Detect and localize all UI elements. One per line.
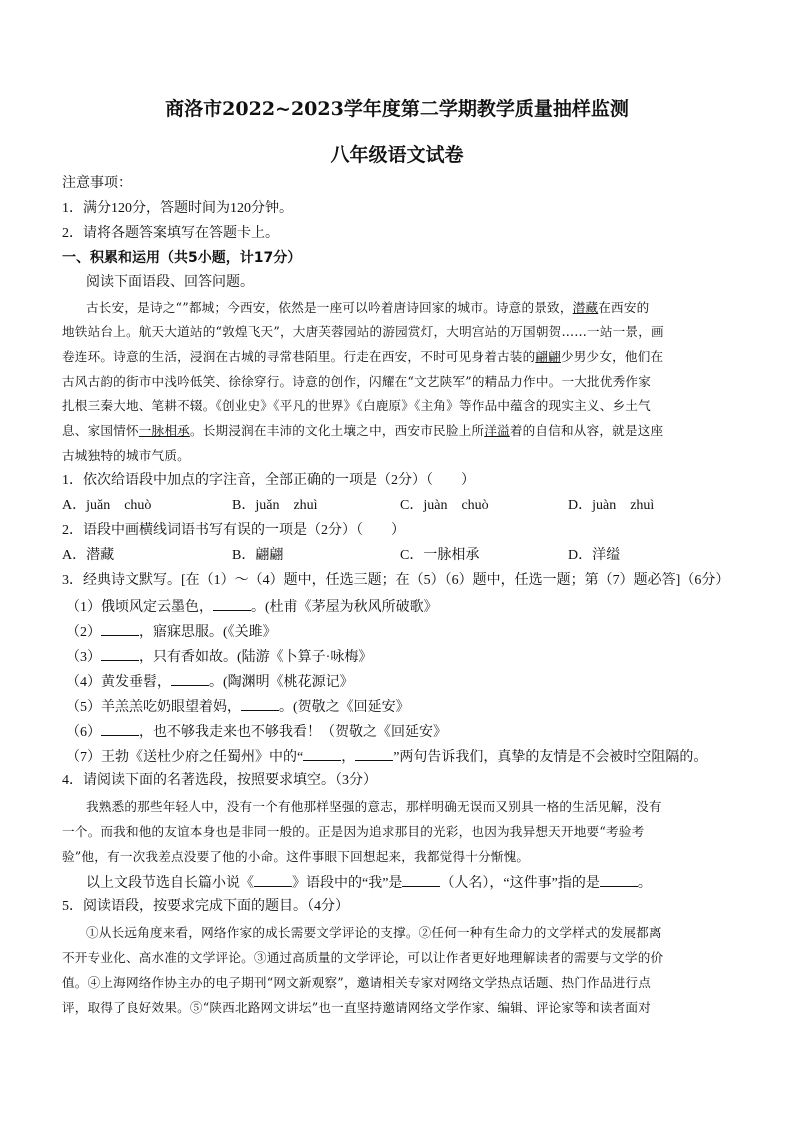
q4-passage-line-1: 我熟悉的那些年轻人中，没有一个有他那样坚强的意志，那样明确无误而又别具一格的生活见解，没有 [86,799,662,814]
q3-item-7: （7）王勃《送杜少府之任蜀州》中的“ ， ”两句告诉我们，真挚的友情是不会被时空阻隔的。 [66,746,742,768]
answer-blank[interactable] [171,671,209,686]
underlined-word-3: 一脉相承 [138,423,190,438]
q3-item-6: （6） ，也不够我走来也不够我看！（贺敬之《回延安》 [66,721,746,743]
q4-passage-line-2: 一个。而我和他的友谊本身也是非同一般的。正是因为追求那目的光彩，也因为我异想天开地要“考验考 [62,824,645,839]
answer-blank[interactable] [101,721,139,736]
section-instruction: 阅读下面语段、回答问题。 [86,275,254,290]
q5-passage-line-2: 不开专业化、高水准的文学评论。③通过高质量的文学评论，可以让作者更好地理解读者的需要与文学的价 [62,950,664,965]
underlined-word-4: 洋溢 [484,423,510,438]
answer-blank[interactable] [241,696,279,711]
q2-option-a: A．潜藏 [62,548,115,563]
answer-blank[interactable] [213,596,251,611]
answer-blank[interactable] [303,746,341,761]
answer-blank[interactable] [600,872,638,887]
q1-option-c: C．juàn chuò [400,498,489,513]
q1-stem: 1．依次给语段中加点的字注音，全部正确的一项是（2分）（ ） [62,473,475,488]
underlined-word-2: 翩翩 [535,349,561,364]
answer-blank[interactable] [355,746,393,761]
passage-line-7: 古城独特的城市气质。 [62,448,190,463]
answer-blank[interactable] [402,872,440,887]
passage-line-3: 卷连环。诗意的生活，浸润在古城的寻常巷陌里。行走在西安，不时可见身着古装的翩翩少男少女，他们在 [62,349,664,364]
section-heading: 一、积累和运用（共5小题，计17分） [62,250,302,266]
q3-item-3: （3） ，只有香如故。(陆游《卜算子·咏梅》 [66,646,746,668]
q1-option-d: D．juàn zhuì [568,498,655,513]
q4-passage-line-3: 验”他，有一次我差点没要了他的小命。这件事眼下回想起来，我都觉得十分惭愧。 [62,849,530,864]
passage-line-6: 息、家国情怀一脉相承。长期浸润在丰沛的文化土壤之中，西安市民脸上所洋溢着的自信和从容，就是这座 [62,423,664,438]
q3-item-4: （4）黄发垂髫， 。(陶渊明《桃花源记》 [66,671,746,693]
q5-passage-line-4: 评，取得了良好效果。⑤“陕西北路网文讲坛”也一直坚持邀请网络文学作家、编辑、评论家等和读者面对 [62,1000,651,1015]
q3-stem: 3．经典诗文默写。[在（1）～（4）题中，任选三题；在（5）（6）题中，任选一题；第（7）题必答]（6分） [62,573,730,588]
answer-blank[interactable] [101,621,139,636]
notice-heading: 注意事项： [62,176,132,191]
q3-item-1: （1）俄顷风定云墨色， 。(杜甫《茅屋为秋风所破歌》 [66,596,746,618]
q2-option-c: C．一脉相承 [400,548,480,563]
exam-title: 商洛市2022~2023学年度第二学期教学质量抽样监测 [165,98,629,120]
answer-blank[interactable] [254,872,292,887]
q4-stem: 4．请阅读下面的名著选段，按照要求填空。（3分） [62,773,377,788]
q2-stem: 2．语段中画横线词语书写有误的一项是（2分）（ ） [62,523,405,538]
q3-item-2: （2） ，寤寐思服。(《关雎》 [66,621,746,643]
q4-fill-line: 以上文段节选自长篇小说《 》语段中的“我”是 （人名），“这件事”指的是 。 [86,872,766,894]
exam-subtitle: 八年级语文试卷 [330,144,464,166]
underlined-word-1: 潜藏 [572,300,599,315]
q5-stem: 5．阅读语段，按要求完成下面的题目。（4分） [62,899,349,914]
passage-line-2: 地铁站台上。航天大道站的“敦煌飞天”，大唐芙蓉园站的游园赏灯，大明宫站的万国朝贺……一站一景，画 [62,324,664,339]
answer-blank[interactable] [101,646,139,661]
q2-option-b: B．翩翩 [232,548,284,563]
passage-line-1: 古长安，是诗之“”都城；今西安，依然是一座可以吟着唐诗回家的城市。诗意的景致，潜藏在西安的 [86,300,650,315]
passage-line-4: 古风古韵的街市中浅吟低笑、徐徐穿行。诗意的创作，闪耀在“文艺陕军”的精品力作中。一大批优秀作家 [62,374,651,389]
q2-option-d: D．洋缢 [568,548,621,563]
notice-item-1: 1．满分120分，答题时间为120分钟。 [62,201,293,216]
q1-option-b: B．juǎn zhuì [232,498,318,513]
q5-passage-line-1: ①从长远角度来看，网络作家的成长需要文学评论的支撑。②任何一种有生命力的文学样式的发展都离 [86,925,662,940]
notice-item-2: 2．请将各题答案填写在答题卡上。 [62,226,279,241]
q1-option-a: A．juǎn chuò [62,498,152,513]
q3-item-5: （5）羊羔羔吃奶眼望着妈， 。(贺敬之《回延安》 [66,696,746,718]
passage-line-5: 扎根三秦大地、笔耕不辍。《创业史》《平凡的世界》《白鹿原》《主角》等作品中蕴含的现实主义、乡土气 [62,398,651,413]
q5-passage-line-3: 值。④上海网络作协主办的电子期刊“网文新观察”，邀请相关专家对网络文学热点话题、热门作品进行点 [62,975,651,990]
